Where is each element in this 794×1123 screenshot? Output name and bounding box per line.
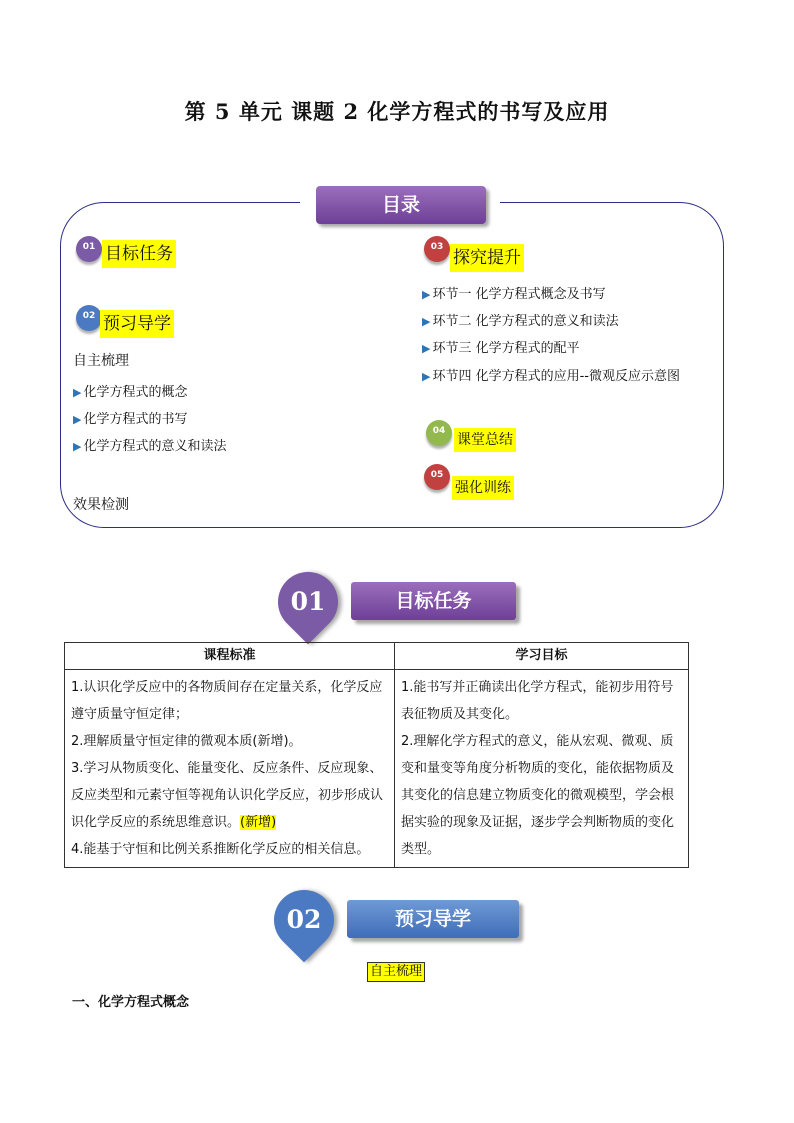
page-title: 第 5 单元 课题 2 化学方程式的书写及应用 <box>184 99 610 124</box>
toc-sub-head[interactable]: 自主梳理 <box>73 353 129 369</box>
triangle-icon: ▶ <box>73 386 82 399</box>
toc-item-summary[interactable]: 课堂总结 <box>454 428 516 452</box>
toc-item-target[interactable]: 目标任务 <box>102 240 176 268</box>
toc-badge-03: 03 <box>424 236 450 262</box>
table-cell-standards: 1.认识化学反应中的各物质间存在定量关系，化学反应遵守质量守恒定律； 2.理解质量守恒定律的微观本质(新增)。 3.学习从物质变化、能量变化、反应条件、反应现象、反应类型和元素守恒等视角认识化学反应，初步形成认识化学反应的系统思维意识。(新增) 4.能基于守恒和比例关系推断化学反应的相关信息。 <box>65 670 395 868</box>
table-header: 学习目标 <box>395 643 689 670</box>
toc-link[interactable]: ▶ 环节四 化学方程式的应用--微观反应示意图 <box>422 369 680 384</box>
toc-sub-item[interactable]: ▶ 化学方程式的书写 <box>73 412 188 427</box>
section-01-number: 01 <box>290 587 326 616</box>
toc-header: 目录 <box>316 186 486 224</box>
toc-badge-02: 02 <box>76 305 102 331</box>
table-row <box>65 670 689 868</box>
subheading: 一、化学方程式概念 <box>72 995 190 1010</box>
triangle-icon: ▶ <box>73 413 82 426</box>
table-header: 课程标准 <box>65 643 395 670</box>
self-study-label: 自主梳理 <box>367 962 425 982</box>
toc-badge-01: 01 <box>76 236 102 262</box>
section-01-title: 目标任务 <box>351 582 516 620</box>
toc-link[interactable]: ▶ 环节一 化学方程式概念及书写 <box>422 287 606 302</box>
section-02-title: 预习导学 <box>347 900 519 938</box>
toc-badge-05: 05 <box>424 464 450 490</box>
triangle-icon: ▶ <box>422 342 431 355</box>
toc-item-training[interactable]: 强化训练 <box>452 476 514 500</box>
triangle-icon: ▶ <box>73 440 82 453</box>
toc-badge-04: 04 <box>426 420 452 446</box>
toc-item-explore[interactable]: 探究提升 <box>450 244 524 272</box>
new-tag: (新增) <box>240 815 277 830</box>
toc-sub-item[interactable]: ▶ 化学方程式的意义和读法 <box>73 439 227 454</box>
triangle-icon: ▶ <box>422 315 431 328</box>
table-cell-goals: 1.能书写并正确读出化学方程式，能初步用符号表征物质及其变化。 2.理解化学方程式的意义，能从宏观、微观、质变和量变等角度分析物质的变化，能依据物质及其变化的信息建立物质变化的微观模型，学会根据实验的现象及证据，逐步学会判断物质的变化类型。 <box>395 670 689 868</box>
standards-table <box>64 642 689 868</box>
toc-sub-item[interactable]: ▶ 化学方程式的概念 <box>73 385 188 400</box>
triangle-icon: ▶ <box>422 370 431 383</box>
triangle-icon: ▶ <box>422 288 431 301</box>
toc-item-preview[interactable]: 预习导学 <box>100 310 174 338</box>
toc-check[interactable]: 效果检测 <box>73 497 129 513</box>
toc-link[interactable]: ▶ 环节三 化学方程式的配平 <box>422 341 580 356</box>
toc-link[interactable]: ▶ 环节二 化学方程式的意义和读法 <box>422 314 619 329</box>
section-02-number: 02 <box>286 905 322 934</box>
